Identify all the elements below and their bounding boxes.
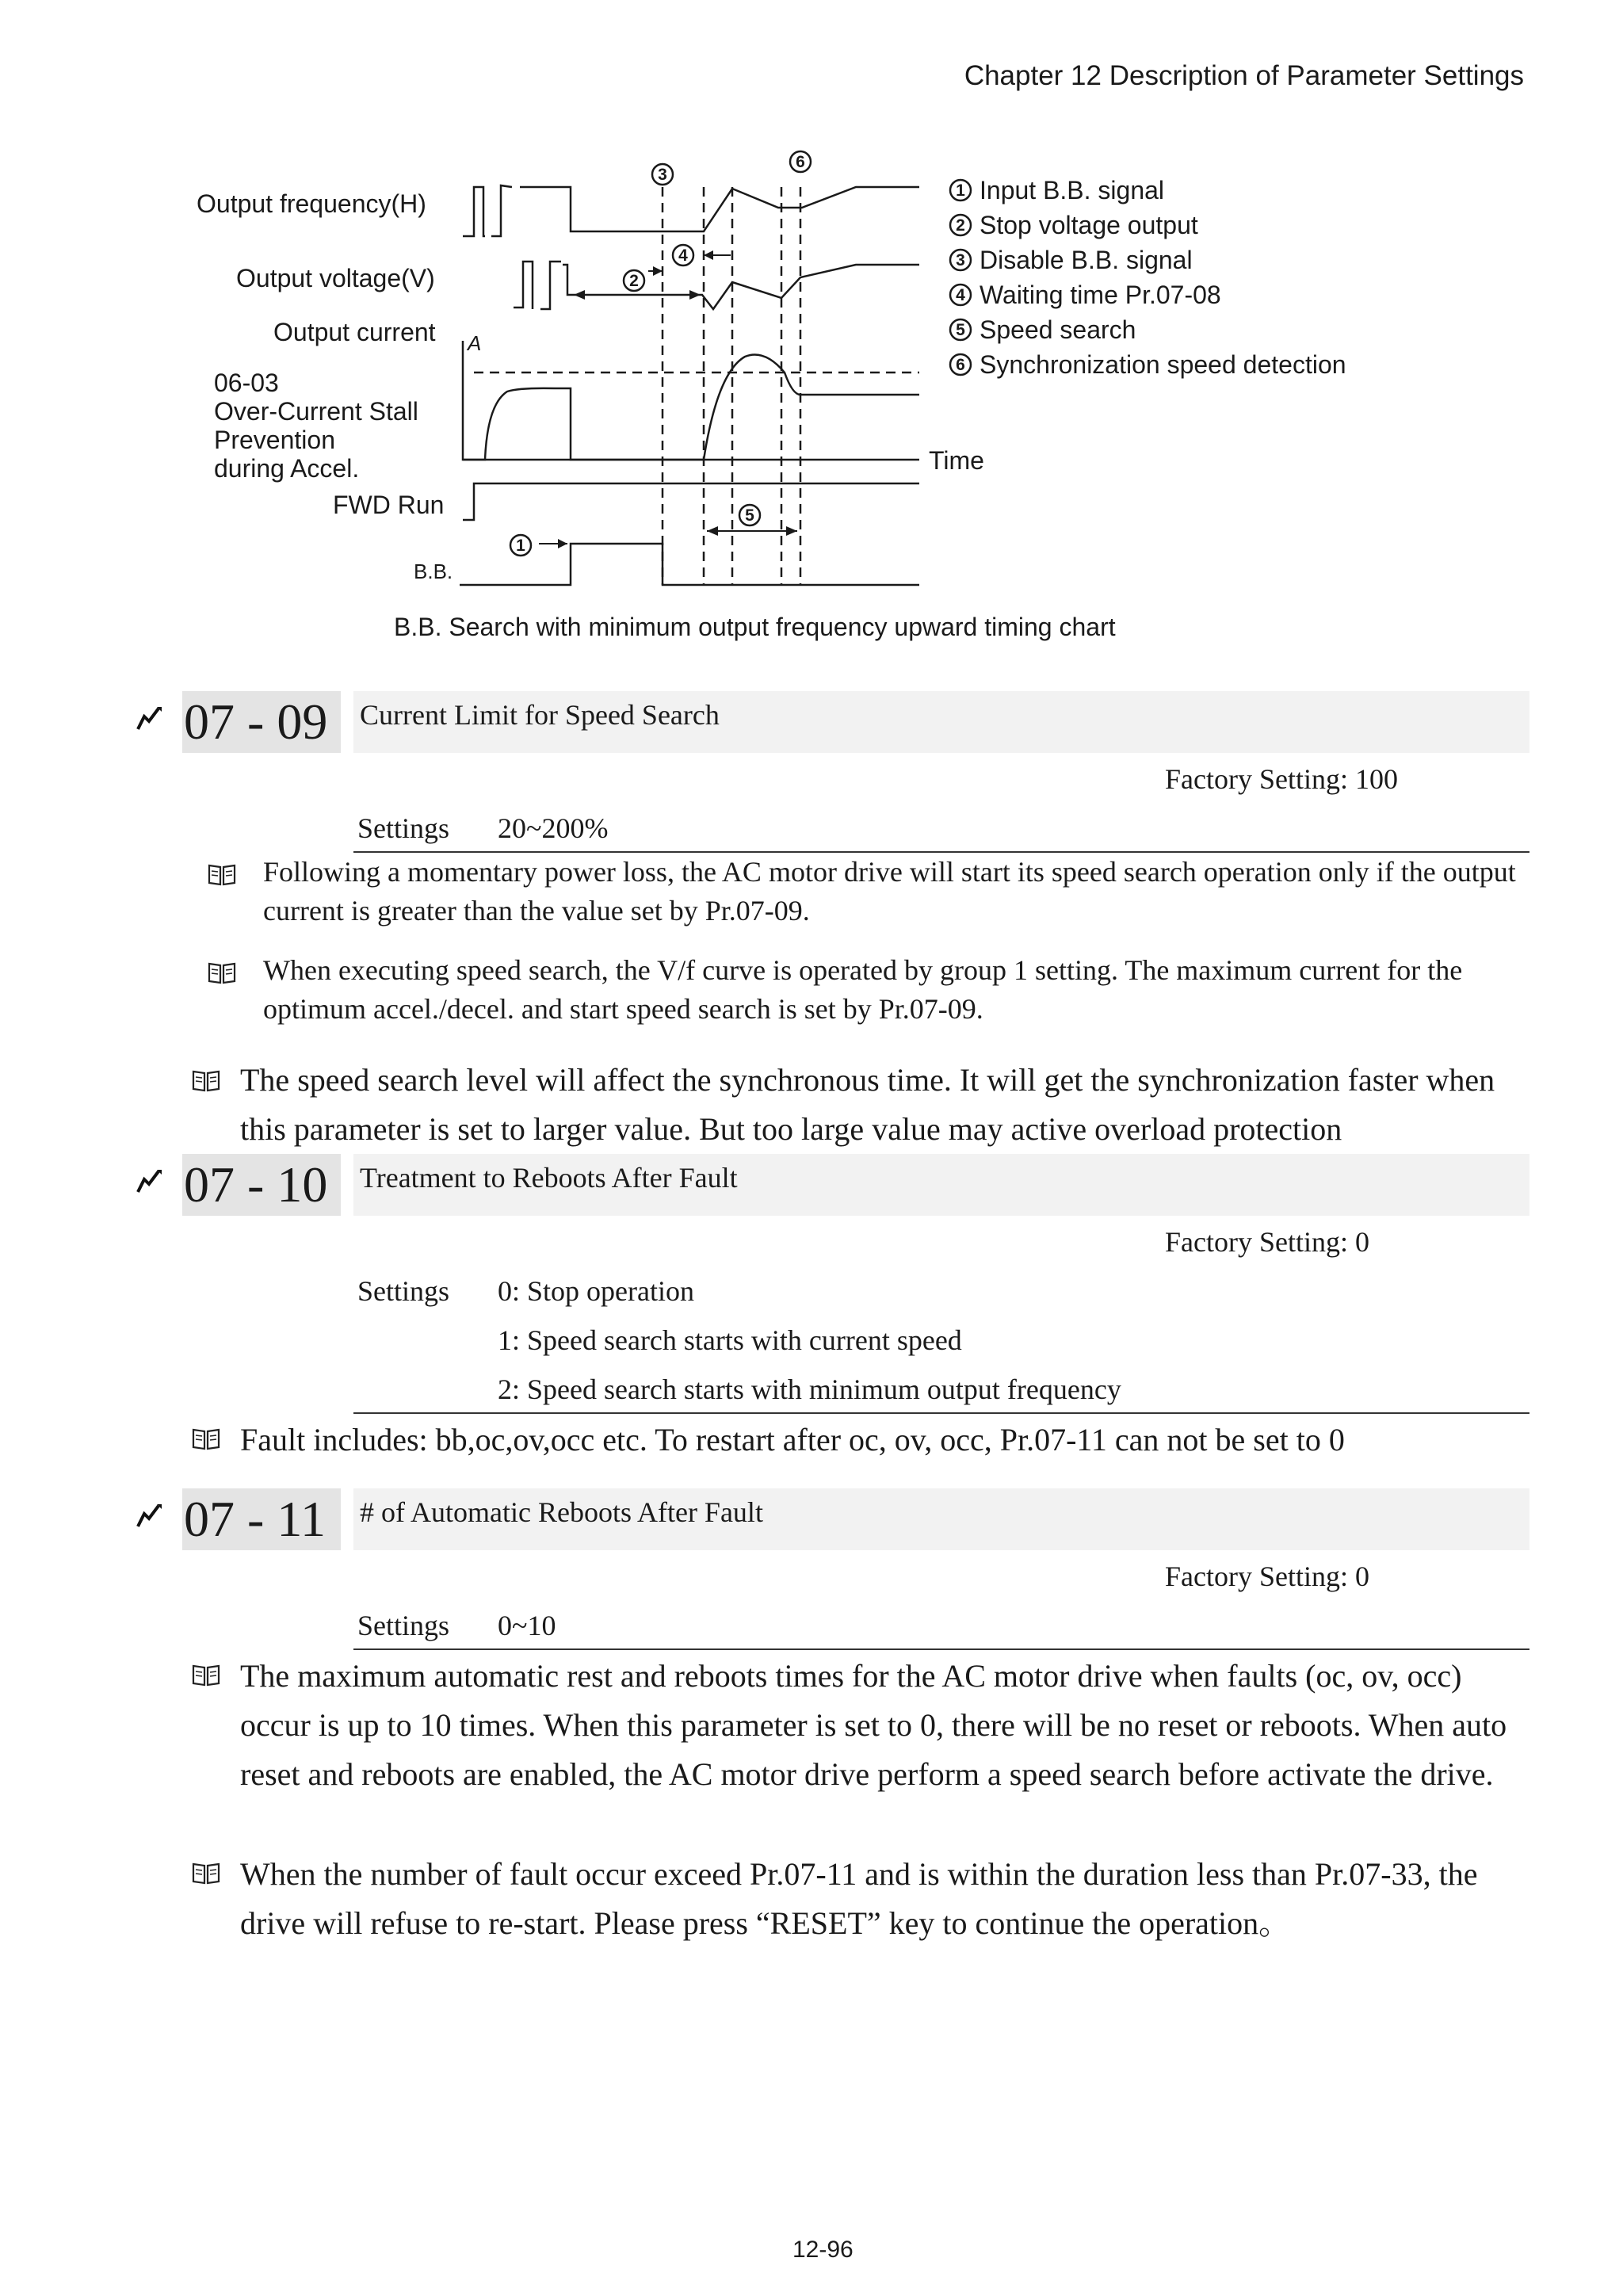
voltage-waveform	[514, 262, 919, 309]
label-fwd-run: FWD Run	[333, 491, 445, 519]
book-icon	[192, 1427, 220, 1450]
divider	[353, 1648, 1529, 1650]
legend-text-6: Synchronization speed detection	[980, 350, 1346, 379]
chart-marker-1: 1	[516, 537, 525, 555]
legend-text-1: Input B.B. signal	[980, 176, 1165, 204]
current-waveform	[463, 341, 919, 460]
book-icon	[192, 1663, 220, 1687]
adjustable-parameter-icon	[135, 1167, 163, 1195]
legend-num-2: 2	[956, 216, 965, 235]
arrow-2-right-head	[689, 290, 701, 300]
fwd-run-waveform	[463, 483, 919, 520]
param-id-0709: 07 - 09	[182, 691, 341, 753]
chart-marker-6: 6	[796, 153, 805, 171]
label-output-frequency: Output frequency(H)	[197, 189, 426, 218]
factory-setting-0710: Factory Setting: 0	[1165, 1226, 1369, 1258]
legend-text-5: Speed search	[980, 315, 1136, 344]
settings-value-0709: 20~200%	[498, 812, 609, 844]
chart-marker-3: 3	[658, 166, 667, 184]
adjustable-parameter-icon	[135, 1501, 163, 1530]
timing-chart	[0, 0, 1623, 650]
chart-marker-5: 5	[745, 506, 754, 525]
book-icon	[192, 1861, 220, 1885]
param-id-0711: 07 - 11	[182, 1488, 341, 1550]
legend-num-5: 5	[956, 321, 965, 339]
note-0709-c: The speed search level will affect the synchronous time. It will get the synchronization faster when this parameter is set to larger value. But too large value may active overload protection	[240, 1062, 1495, 1147]
bb-waveform	[460, 544, 919, 585]
param-id-0710: 07 - 10	[182, 1154, 341, 1216]
label-stall-line2: Prevention	[214, 426, 335, 454]
chart-marker-2: 2	[629, 272, 639, 290]
note-0710-a: Fault includes: bb,oc,ov,occ etc. To restart after oc, ov, occ, Pr.07-11 can not be set to 0	[240, 1422, 1345, 1457]
arrow-1-head	[558, 539, 567, 548]
diagram-caption: B.B. Search with minimum output frequency upward timing chart	[394, 613, 1116, 641]
arrow-4-left-head	[653, 266, 663, 276]
settings-label-0711: Settings	[357, 1610, 450, 1641]
chapter-header: Chapter 12 Description of Parameter Settings	[964, 60, 1524, 91]
label-bb: B.B.	[414, 560, 453, 583]
settings-value-0710-2: 2: Speed search starts with minimum output frequency	[498, 1373, 1121, 1405]
legend-num-1: 1	[956, 181, 965, 200]
settings-value-0710-0: 0: Stop operation	[498, 1275, 694, 1307]
param-title-0709: Current Limit for Speed Search	[353, 691, 1529, 753]
arrow-2-left-head	[574, 290, 585, 300]
label-stall-line1: Over-Current Stall	[214, 397, 418, 426]
label-output-voltage: Output voltage(V)	[236, 264, 435, 292]
settings-value-0710-1: 1: Speed search starts with current speed	[498, 1324, 962, 1356]
note-0711-a: The maximum automatic rest and reboots times for the AC motor drive when faults (oc, ov, occ) occur is up to 10 times. When this parameter is set to 0, there will be no reset or reboots. When auto reset and reboots are enabled, the AC motor drive perform a speed search before activate the drive.	[240, 1658, 1507, 1792]
book-icon	[208, 862, 236, 886]
factory-setting-0709: Factory Setting: 100	[1165, 763, 1398, 795]
legend-text-4: Waiting time Pr.07-08	[980, 281, 1221, 309]
legend-num-3: 3	[956, 251, 965, 269]
book-icon	[208, 961, 236, 984]
note-0709-a: Following a momentary power loss, the AC motor drive will start its speed search operation only if the output current is greater than the value set by Pr.07-09.	[263, 856, 1516, 926]
arrow-5-left-head	[707, 526, 718, 536]
note-0709-b: When executing speed search, the V/f curve is operated by group 1 setting. The maximum current for the optimum accel./decel. and start speed search is set by Pr.07-09.	[263, 954, 1463, 1025]
divider	[353, 1412, 1529, 1414]
book-icon	[192, 1068, 220, 1092]
chart-marker-4: 4	[678, 246, 688, 265]
settings-label-0709: Settings	[357, 812, 450, 844]
legend-num-6: 6	[956, 356, 965, 374]
settings-label-0710: Settings	[357, 1275, 450, 1307]
label-time: Time	[929, 446, 984, 475]
arrow-5-right-head	[786, 526, 797, 536]
freq-waveform	[463, 185, 919, 236]
legend-num-4: 4	[956, 286, 965, 304]
adjustable-parameter-icon	[135, 704, 163, 732]
label-output-current: Output current	[273, 318, 436, 346]
param-title-0711: # of Automatic Reboots After Fault	[353, 1488, 1529, 1550]
label-current-unit: A	[468, 331, 482, 355]
settings-value-0711: 0~10	[498, 1610, 556, 1641]
label-stall-line3: during Accel.	[214, 454, 360, 483]
legend-text-3: Disable B.B. signal	[980, 246, 1193, 274]
arrow-4-right-head	[704, 250, 713, 260]
note-0711-b: When the number of fault occur exceed Pr.07-11 and is within the duration less than Pr.07-33, the drive will refuse to re-start. Please press “RESET” key to continue the operation。	[240, 1856, 1478, 1941]
legend-text-2: Stop voltage output	[980, 211, 1198, 239]
page-number: 12-96	[792, 2237, 854, 2263]
label-stall-code: 06-03	[214, 369, 279, 397]
factory-setting-0711: Factory Setting: 0	[1165, 1561, 1369, 1592]
param-title-0710: Treatment to Reboots After Fault	[353, 1154, 1529, 1216]
